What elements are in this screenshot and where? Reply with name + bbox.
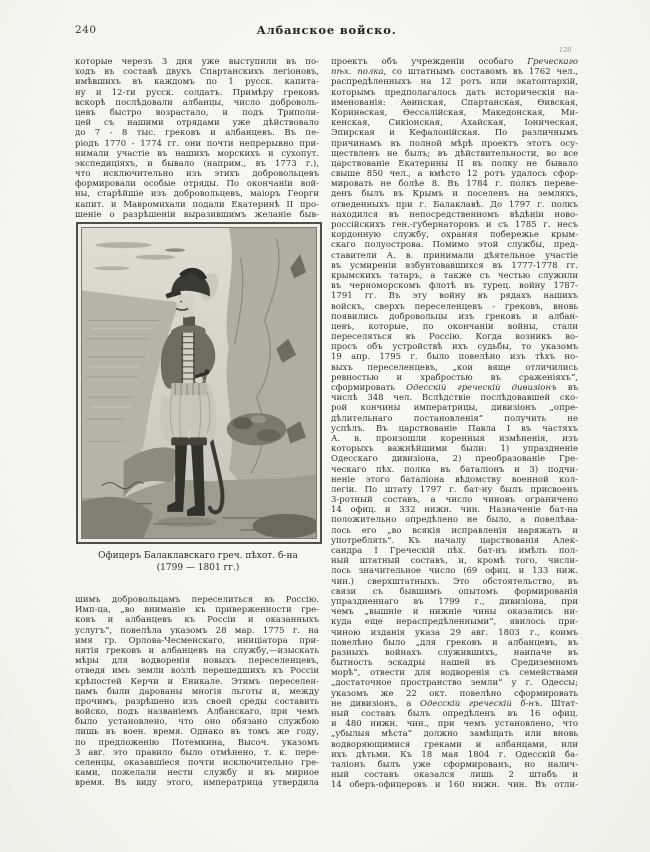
text-line: ходъ въ составѣ двухъ Спартанскихъ легіоновъ,: [75, 67, 319, 78]
text-line: ками, пожелали нести службу и въ мирное: [75, 768, 319, 779]
left-column-lower-text: [75, 595, 319, 789]
text-line: ческаго пѣх. полка въ баталіонъ и 3) подчи-: [331, 464, 578, 475]
collar: [183, 317, 195, 326]
text-line: ріодъ 1770 - 1774 гг. они почти непрерывно при-: [75, 138, 319, 149]
text-line: скаго полуострова. Помимо этой службы, пред-: [331, 240, 578, 251]
illustration-figure: [76, 222, 322, 544]
illustration-caption: [75, 550, 321, 574]
text-line: было установлено, что оно обязано службою: [75, 717, 319, 728]
text-line: числѣ 348 чел. Вслѣдствіе послѣдовавшей ско-: [331, 393, 578, 404]
text-line: ихъ дѣтьми. Къ 18 мая 1804 г. Одесскій ба-: [331, 749, 578, 760]
text-line: ществленъ не былъ; въ дѣйствительности, во все: [331, 148, 578, 159]
eye: [180, 301, 182, 303]
text-line: связи съ бывшимъ опытомъ формированія: [331, 586, 578, 597]
text-line: формировали особые отряды. По окончаніи вой-: [75, 179, 319, 190]
text-line: переселяться въ Россію. Когда возникъ во-: [331, 332, 578, 343]
text-line: появились добровольцы изъ грековъ и албан-: [331, 311, 578, 322]
text-line: 1791 гг. Въ эту войну въ рядахъ нашихъ: [331, 291, 578, 302]
text-line: услугъ“, повелѣла указомъ 28 мар. 1775 г. на: [75, 625, 319, 636]
page-title: Албанское войско.: [256, 23, 397, 37]
text-line: нятія грековъ и албанцевъ на службу,—изыскать: [75, 645, 319, 656]
text-line: которымъ предполагалось дать историческія на-: [331, 87, 578, 98]
text-line: рой кончины императрицы, дивизіонъ „опре-: [331, 403, 578, 414]
text-line: употреблять“. Къ началу царствованія Алек-: [331, 535, 578, 546]
text-line: ковъ и албанцевъ къ Россіи и оказанныхъ: [75, 615, 319, 626]
text-line: Имп-ца, „во вниманіе къ приверженности гре-: [75, 605, 319, 616]
text-line: распредѣленныхъ на 12 ротъ или экатонтархій,: [331, 77, 578, 88]
text-line: находился въ непосредственномъ вѣдѣніи ново-: [331, 209, 578, 220]
text-line: упраздненнаго въ 1799 г., дивизіона, при: [331, 596, 578, 607]
chest-braid: [183, 333, 193, 385]
page-number: 240: [75, 24, 97, 36]
text-line: чемъ „вышніе и нижніе чины оказались ни-: [331, 607, 578, 618]
illustration-inner-frame: [81, 227, 317, 539]
text-line: кенская, Сикіонская, Ахайская, Іоническая,: [331, 118, 578, 129]
right-column-text: [331, 57, 578, 791]
text-line: крымскихъ татаръ, а также съ честью служили: [331, 270, 578, 281]
text-line: легіи. По штату 1797 г. бат-ну былъ присвоенъ: [331, 484, 578, 495]
text-line: ревностью и храбростью въ сраженіяхъ“,: [331, 372, 578, 383]
text-line: лось значительное число (69 офиц. и 133 ниж.: [331, 566, 578, 577]
left-column-upper-text: [75, 57, 319, 220]
text-line: цевъ быстро возрастало, и подъ Триполи-: [75, 107, 319, 118]
text-line: селенцы, оказавшіеся почти исключительно гре-: [75, 758, 319, 768]
text-line: чин.) сверхштатныхъ. Это обстоятельство, въ: [331, 576, 578, 587]
text-line: до 7 - 8 тыс. грековъ и албанцевъ. Въ пе-: [75, 128, 319, 139]
text-line: ный штатный составъ, и, кромѣ того, числи-: [331, 556, 578, 567]
text-line: повелѣно было „для грековъ и албанцевъ, въ: [331, 637, 578, 648]
text-line: ну и 12-ти русск. солдатъ. Примѣру грековъ: [75, 87, 319, 98]
text-line: сандра I Греческій пѣх. бат-нъ имѣлъ пол-: [331, 546, 578, 556]
text-line: А. в. произошли коренныя измѣненія, изъ: [331, 433, 578, 444]
text-line: положительно опредѣлено не было, а повелѣва-: [331, 515, 578, 526]
text-line: проектъ объ учрежденіи особаго Греческаго: [331, 57, 578, 67]
text-line: въ усмиреніи взбунтовавшихся въ 1777-1778 гг.: [331, 260, 578, 271]
text-line: лишь въ воен. время. Однако въ томъ же году,: [75, 727, 319, 738]
text-line: цевъ, которые, по окончаніи войны, стали: [331, 321, 578, 332]
text-line: 3 авг. это правило было отмѣнено, т. к. пере-: [75, 747, 319, 758]
text-line: Одесскаго дивизіона, 2) преобразованіе Гре-: [331, 454, 578, 465]
text-line: указомъ же 22 окт. повелѣно сформировать: [331, 688, 578, 699]
text-line: войскъ, сверхъ переселенцевъ - грековъ, вновь: [331, 301, 578, 312]
text-line: таліонъ былъ уже сформированъ, но налич-: [331, 759, 578, 770]
text-line: ный составъ былъ опредѣленъ въ 16 офиц.: [331, 709, 578, 719]
text-line: „убылыя мѣста“ должно замѣщать или вновь: [331, 729, 578, 740]
text-line: царствованіе Екатерины II въ полку не бывало: [331, 158, 578, 169]
text-line: неніе этого баталіона вѣдомству военной кол-: [331, 474, 578, 485]
text-line: именованія: Аѳинская, Спартанская, Ѳивская,: [331, 97, 578, 108]
text-line: Эпирская и Кефалонійская. По различнымъ: [331, 128, 578, 139]
illustration-outer-frame: [76, 222, 322, 544]
text-line: шеніе о разрѣшеніи выразившимъ желаніе быв-: [75, 209, 319, 220]
text-line: крѣпостей Керчи и Еникале. Этимъ переселен-: [75, 676, 319, 687]
caption-text: Офицеръ Балаклавскаго греч. пѣхот. б-на: [98, 551, 298, 561]
text-line: успѣлъ. Въ царствованіе Павла I въ частяхъ: [331, 423, 578, 434]
text-line: причинамъ въ полной мѣрѣ проектъ этотъ осу-: [331, 138, 578, 149]
text-line: водворяющимися греками и албанцами, или: [331, 739, 578, 750]
text-line: которые черезъ 3 дня уже выступили въ по-: [75, 57, 319, 67]
text-line: кордонную службу, охраняя побережье крым-: [331, 230, 578, 241]
officer-illustration: [82, 228, 316, 538]
text-line: вскорѣ послѣдовали албанцы, число доброволь-: [75, 97, 319, 108]
text-line: шимъ добровольцамъ переселиться въ Россію.: [75, 595, 319, 605]
text-line: сформировать Одесскій греческій дивизіонъ въ: [331, 383, 578, 393]
text-line: куда еще нераспредѣленными“, явилось при-: [331, 617, 578, 628]
text-line: время. Въ виду этого, императрица утвердила: [75, 778, 319, 789]
text-line: „достаточное пространство земли“ у г. Одессы;: [331, 678, 578, 689]
text-line: пѣх. полка, со штатнымъ составомъ въ 1762 чел.,: [331, 67, 578, 78]
text-line: по предложенію Потемкина, Высоч. указомъ: [75, 737, 319, 748]
text-line: 14 офиц. и 332 нижн. чин. Назначеніе бат-на: [331, 505, 578, 516]
text-line: въ черноморскомъ флотѣ въ турец. войну 1787-: [331, 281, 578, 292]
text-line: ны, старѣйшіе изъ добровольцевъ, маіоръ Георги: [75, 189, 319, 200]
text-line: мѣры для водворенія новыхъ переселенцевъ,: [75, 656, 319, 667]
waist-sash: [171, 383, 207, 395]
caption-years: (1799 — 1801 гг.): [156, 563, 240, 573]
text-line: Коринѳская, Ѳессалійская, Македонская, Ми-: [331, 107, 578, 118]
text-line: экспедиціяхъ, и бывало (наприм., въ 1773 г.),: [75, 158, 319, 169]
text-line: которыхъ важнѣйшими были: 1) упраздненіе: [331, 444, 578, 455]
text-line: 3-ротный составъ, а число чиновъ ограничено: [331, 495, 578, 506]
text-line: войско, подъ названіемъ Албанскаго, при чемъ: [75, 707, 319, 718]
text-line: цамъ были дарованы многія льготы и, между: [75, 686, 319, 697]
text-line: ный составъ оказался лишь 2 штабъ и: [331, 770, 578, 781]
text-line: нимали участіе въ нашихъ морскихъ и сухопут.: [75, 148, 319, 159]
face: [176, 292, 193, 317]
text-line: капит. и Мавромихали подали Екатеринѣ II про-: [75, 199, 319, 210]
text-line: морѣ“, отвести для водворенія съ семействами: [331, 668, 578, 679]
text-line: имѣвшихъ въ каждомъ по 1 русск. капита-: [75, 77, 319, 88]
text-line: не дивизіонъ, а Одесскій греческій б-нъ. Штат-: [331, 698, 578, 709]
text-line: просъ объ устройствѣ ихъ судьбы, то указомъ: [331, 342, 578, 353]
text-line: ставители А. в. принимали дѣятельное участіе: [331, 250, 578, 261]
text-line: разныхъ войнахъ служившихъ, наипаче въ: [331, 647, 578, 658]
text-line: выхъ переселенцевъ, „кои вяще отличились: [331, 362, 578, 373]
text-line: 14 оберъ-офицеровъ и 160 нижн. чин. Въ отли-: [331, 780, 578, 791]
text-line: 19 апр. 1795 г. было повелѣно изъ тѣхъ но-: [331, 352, 578, 363]
text-line: свыше 850 чел., а вмѣсто 12 ротъ удалось сфор-: [331, 169, 578, 180]
text-line: что исключительно изъ этихъ добровольцевъ: [75, 169, 319, 180]
scan-artifact-mark: 120: [559, 46, 572, 54]
text-line: мировать не болѣе 8. Въ 1784 г. полкъ переве-: [331, 179, 578, 190]
text-line: цей съ нашими отрядами уже дѣйствовало: [75, 118, 319, 129]
text-line: имя гр. Орлова-Чесменскаго, иниціатора при-: [75, 635, 319, 646]
bush: [227, 413, 286, 445]
text-line: дѣлительнаго постановленія“ получить не: [331, 413, 578, 424]
text-line: бытность эскадры нашей въ Средиземномъ: [331, 658, 578, 669]
text-line: отведя имъ земли возлѣ перешедшихъ къ Россіи: [75, 666, 319, 677]
text-line: и 480 нижн. чин., при чемъ установлено, что: [331, 719, 578, 730]
text-line: лось его „во всякія исправленія наряжать и: [331, 525, 578, 536]
text-line: прочимъ, разрѣшено изъ своей среды составить: [75, 696, 319, 707]
text-line: чиною изданія указа 29 авг. 1803 г., коимъ: [331, 627, 578, 638]
text-line: денъ былъ въ Крымъ и поселенъ на земляхъ,: [331, 189, 578, 200]
text-line: отведенныхъ при г. Балаклавѣ. До 1797 г. полкъ: [331, 199, 578, 210]
left-hand: [163, 388, 171, 398]
text-line: россійскихъ ген.-губернаторовъ и съ 1785 г. несъ: [331, 220, 578, 230]
